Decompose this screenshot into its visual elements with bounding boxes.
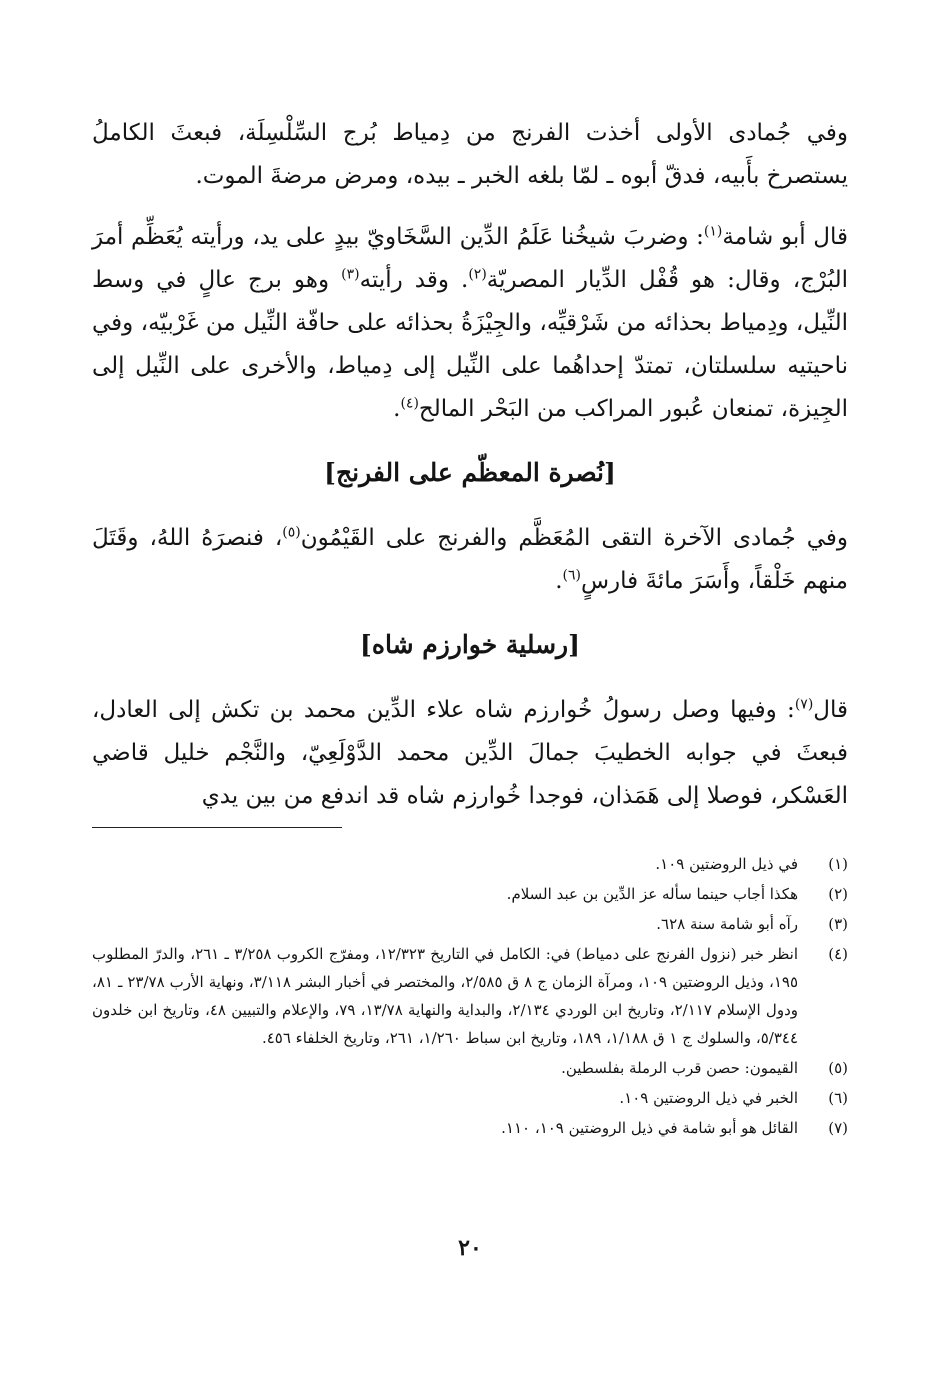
paragraph-2-text-c: . وقد رأيته	[359, 267, 469, 293]
footnote-text: الخبر في ذيل الروضتين ١٠٩.	[619, 1089, 798, 1107]
footnote-text: القيمون: حصن قرب الرملة بفلسطين.	[561, 1059, 798, 1077]
footnote-text: في ذيل الروضتين ١٠٩.	[655, 855, 798, 873]
main-text	[92, 112, 848, 840]
paragraph-1	[92, 112, 848, 198]
footnote-number: (٤)	[828, 945, 848, 963]
footnote-number: (٣)	[828, 915, 848, 933]
paragraph-2-text-b: : وضربَ شيخُنا عَلَمُ الدِّين السَّخَاويّ بيدٍ على يد، ورأيته يُعَظِّم أمرَ البُرْج، وقال: هو قُفْل الدِّيار المصريّة	[92, 224, 848, 293]
footnotes	[92, 850, 848, 1144]
footnote-number: (٢)	[828, 885, 848, 903]
footnote-number: (١)	[828, 855, 848, 873]
footnote-number: (٦)	[828, 1089, 848, 1107]
footnote-ref-4[interactable]: (٤)	[400, 395, 419, 412]
paragraph-3-text-b: ، فنصرَهُ اللهُ، وقَتَلَ منهم خَلْقاً، وأَسَرَ مائةَ فارسٍ	[92, 525, 848, 594]
paragraph-3-text-a: وفي جُمادى الآخرة التقى المُعَظَّم والفرنج على القَيْمُون	[300, 525, 848, 551]
footnote-ref-7[interactable]: (٧)	[794, 696, 814, 713]
footnote-text: هكذا أجاب حينما سأله عز الدِّين بن عبد السلام.	[506, 885, 798, 903]
footnote-7	[92, 1114, 848, 1142]
footnote-2	[92, 880, 848, 908]
footnote-text: القائل هو أبو شامة في ذيل الروضتين ١٠٩، ١١٠.	[501, 1119, 798, 1137]
footnote-ref-3[interactable]: (٣)	[341, 266, 360, 283]
footnote-ref-5[interactable]: (٥)	[282, 524, 301, 541]
paragraph-1-text: وفي جُمادى الأولى أخذت الفرنج من دِمياط بُرج السِّلْسِلَة، فبعثَ الكاملُ يستصرخ بأَبيه، فدقّ أبوه ـ لمّا بلغه الخبر ـ بيده، ومرض مرضةَ الموت.	[92, 120, 848, 189]
page-number: ٢٠	[458, 1235, 482, 1261]
paragraph-2	[92, 216, 848, 431]
paragraph-3	[92, 517, 848, 603]
footnote-text: رآه أبو شامة سنة ٦٢٨.	[656, 915, 798, 933]
footnote-ref-6[interactable]: (٦)	[562, 567, 581, 584]
footnote-number: (٥)	[828, 1059, 848, 1077]
footnote-ref-1[interactable]: (١)	[703, 223, 723, 240]
section-heading-2: [رسلية خوارزم شاه]	[360, 630, 580, 659]
paragraph-4-text-b: : وفيها وصل رسولُ خُوارزم شاه علاء الدِّين محمد بن تكش إلى العادل، فبعثَ في جوابه الخطيبَ جمالَ الدِّين محمد الدَّوْلَعِيّ، والنَّجْم خليل قاضي العَسْكر، فوصلا إلى هَمَذان، فوجدا خُوارزم شاه قد اندفع من بين يدي	[92, 697, 848, 809]
paragraph-2-text-d: وهو برج عالٍ في وسط النِّيل، ودِمياط بحذائه من شَرْقيِّه، والجِيْزَةُ بحذائه على حافّة النِّيل من غَرْبيّه، وفي ناحيتيه سلسلتان، تمتدّ إحداهُما على النِّيل إلى دِمياط، والأخرى على النِّيل إلى الجِيزة، تمنعان عُبور المراكب من البَحْر المالح	[92, 267, 848, 422]
paragraph-4	[92, 689, 848, 818]
paragraph-4-text-a: قال	[813, 697, 848, 723]
paragraph-2-text-e: .	[393, 396, 401, 422]
footnote-ref-2[interactable]: (٢)	[468, 266, 487, 283]
footnote-text: انظر خبر (نزول الفرنج على دمياط) في: الكامل في التاريخ ١٢/٣٢٣، ومفرّج الكروب ٣/٢٥٨ ـ ٢٦١، والدرّ المطلوب ١٩٥، وذيل الروضتين ١٠٩، ومرآة الزمان ج ٨ ق ٢/٥٨٥، والمختصر في أخبار البشر ٣/١١٨، ونهاية الأرب ٢٣/٧٨ ـ ٨١، ودول الإسلام ٢/١١٧، وتاريخ ابن الوردي ٢/١٣٤، والبداية والنهاية ١٣/٧٨، ٧٩، والإعلام والتبيين ٤٨، وتاريخ ابن خلدون ٥/٣٤٤، والسلوك ج ١ ق ١/١٨٨، ١٨٩، وتاريخ ابن سباط ١/٢٦٠، ٢٦١، وتاريخ الخلفاء ٤٥٦.	[92, 945, 799, 1047]
footnote-6	[92, 1084, 848, 1112]
footnote-number: (٧)	[828, 1119, 848, 1137]
paragraph-3-text-c: .	[555, 568, 563, 594]
footnote-4	[92, 940, 848, 1052]
footnote-1	[92, 850, 848, 878]
footnote-3	[92, 910, 848, 938]
footnote-separator	[92, 827, 342, 828]
section-heading-1: [نُصرة المعظّم على الفرنج]	[324, 458, 616, 487]
paragraph-2-text-a: قال أبو شامة	[722, 224, 848, 250]
footnote-5	[92, 1054, 848, 1082]
